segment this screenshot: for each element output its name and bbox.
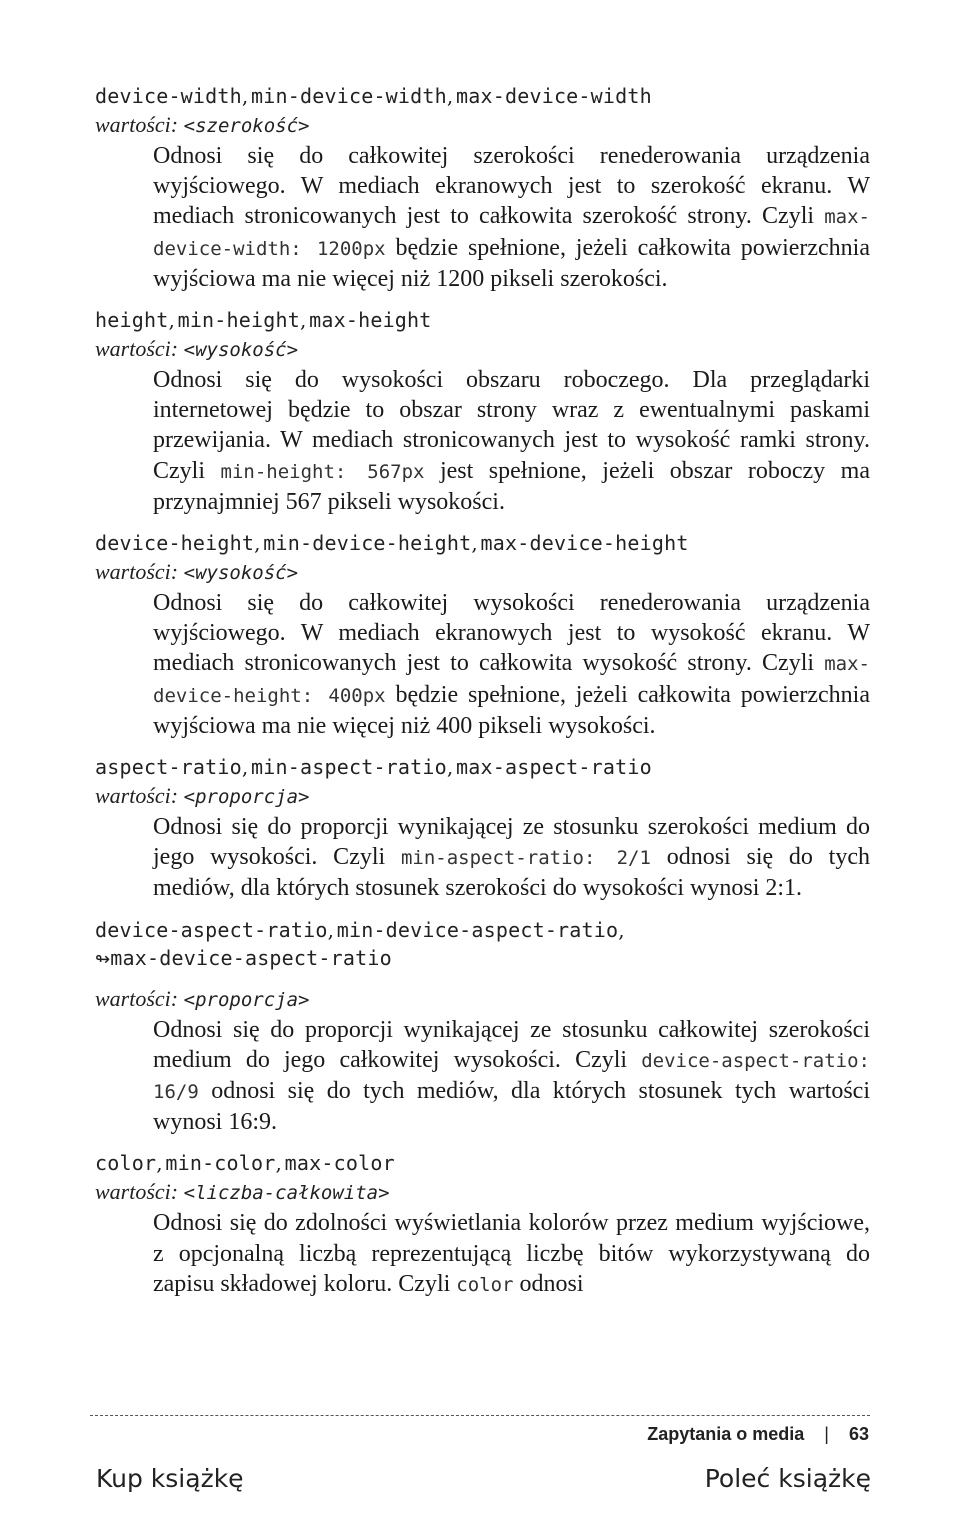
term: min-color — [165, 1151, 276, 1176]
description-text: Odnosi się do całkowitej wysokości renederowania urządzenia wyjściowego. W mediach ekranowych jest to wysokość ekranu. W mediach stronicowanych jest to całkowita wysokość strony. Czyli — [153, 590, 870, 677]
description — [153, 365, 870, 517]
term: max-color — [284, 1151, 395, 1176]
description — [153, 141, 870, 294]
term-line: color, min-color, max-color — [95, 1151, 395, 1176]
term: max-device-width — [456, 84, 652, 108]
term: device-aspect-ratio — [95, 917, 328, 942]
description-text: Odnosi się do proporcji wynikającej ze stosunku całkowitej szerokości medium do jego całkowitej wysokości. Czyli — [153, 1016, 870, 1073]
code-example: device-aspect-ratio: 16/9 — [153, 1049, 870, 1104]
values-type: <wysokość> — [183, 339, 299, 362]
section-title: Zapytania o media — [647, 1424, 805, 1444]
term-line: device-aspect-ratio, min-device-aspect-ratio, ↬max-device-aspect-ratio — [95, 916, 870, 974]
entry-aspect-ratio — [95, 753, 870, 904]
values-type: <wysokość> — [183, 562, 299, 585]
description — [153, 812, 870, 904]
continuation-arrow-icon: ↬ — [95, 948, 111, 970]
term-line: device-width, min-device-width, max-device-width — [95, 84, 652, 108]
description-text: jest spełnione, jeżeli obszar roboczy ma przynajmniej 567 pikseli wysokości. — [153, 457, 870, 515]
values-line — [95, 557, 870, 588]
entry-color — [95, 1149, 870, 1300]
term: min-device-width — [251, 84, 447, 108]
running-footer — [647, 1424, 869, 1445]
term: min-aspect-ratio — [251, 755, 447, 780]
description-text: Odnosi się do wysokości obszaru roboczego. Dla przeglądarki internetowej będzie to obszar strony wraz z ewentualnymi paskami przewijania. W mediach stronicowanych jest to wysokość ramki strony. Czyli — [153, 367, 870, 484]
entry-device-width — [95, 82, 870, 294]
term-line: aspect-ratio, min-aspect-ratio, max-aspect-ratio — [95, 755, 652, 780]
term: max-height — [309, 308, 432, 333]
recommend-book-link[interactable]: Poleć książkę — [704, 1464, 871, 1493]
code-example: color — [456, 1273, 514, 1296]
term: color — [95, 1151, 157, 1176]
term: max-aspect-ratio — [456, 755, 652, 780]
values-type: <proporcja> — [183, 988, 310, 1011]
values-line — [95, 110, 870, 141]
term-line: device-height, min-device-height, max-device-height — [95, 531, 689, 556]
values-type: <liczba-całkowita> — [183, 1182, 390, 1205]
description-text: odnosi się do tych mediów, dla których stosunek szerokości do wysokości wynosi 2:1. — [153, 844, 870, 902]
term: aspect-ratio — [95, 755, 242, 780]
term: min-height — [177, 308, 300, 333]
description-text: odnosi — [513, 1270, 584, 1297]
footer-divider — [90, 1415, 870, 1416]
description-text: będzie spełnione, jeżeli całkowita powierzchnia wyjściowa ma nie więcej niż 400 pikseli wysokości. — [153, 681, 871, 739]
values-label: wartości: — [95, 336, 179, 362]
entry-device-aspect-ratio — [95, 916, 870, 1138]
values-label: wartości: — [95, 1179, 179, 1205]
values-label: wartości: — [95, 985, 179, 1011]
values-line — [95, 334, 870, 365]
term: min-device-height — [263, 531, 472, 556]
values-label: wartości: — [95, 112, 179, 137]
description — [153, 1208, 870, 1300]
description-text: Odnosi się do całkowitej szerokości renederowania urządzenia wyjściowego. W mediach ekranowych jest to szerokość ekranu. W mediach stronicowanych jest to całkowita szerokość strony. Czyli — [153, 143, 870, 230]
entry-device-height — [95, 529, 870, 741]
description-text: będzie spełnione, jeżeli całkowita powierzchnia wyjściowa ma nie więcej niż 1200 pikseli szerokości. — [153, 234, 871, 292]
page-content — [95, 82, 870, 1312]
buy-book-link[interactable]: Kup książkę — [96, 1464, 244, 1493]
values-line — [95, 984, 870, 1015]
term-line: height, min-height, max-height — [95, 308, 432, 333]
page-number: 63 — [848, 1424, 869, 1444]
description-text: odnosi się do tych mediów, dla których stosunek tych wartości wynosi 16:9. — [153, 1078, 870, 1136]
description-text: Odnosi się do proporcji wynikającej ze stosunku szerokości medium do jego wysokości. Czyli — [153, 814, 870, 871]
values-line — [95, 781, 870, 812]
description — [153, 588, 870, 741]
term: max-device-aspect-ratio — [110, 945, 392, 970]
code-example: min-aspect-ratio: 2/1 — [400, 847, 651, 870]
values-type: <szerokość> — [183, 115, 310, 137]
term: min-device-aspect-ratio — [336, 917, 619, 942]
term: device-width — [95, 84, 242, 108]
term: height — [95, 308, 169, 333]
code-example: min-height: 567px — [220, 460, 425, 483]
description-text: Odnosi się do zdolności wyświetlania kolorów przez medium wyjściowe, z opcjonalną liczbą reprezentującą liczbę bitów wykorzystywaną do zapisu składowej koloru. Czyli — [153, 1210, 870, 1297]
values-label: wartości: — [95, 559, 179, 585]
entry-height — [95, 306, 870, 517]
footer-separator: | — [824, 1424, 829, 1444]
values-label: wartości: — [95, 783, 179, 809]
description — [153, 1015, 870, 1138]
term: max-device-height — [480, 531, 689, 556]
code-example: max-device-height: 400px — [153, 653, 870, 707]
values-type: <proporcja> — [183, 786, 310, 809]
code-example: max-device-width: 1200px — [153, 206, 870, 260]
term: device-height — [95, 531, 255, 556]
term-continuation — [95, 944, 870, 974]
values-line — [95, 1177, 870, 1208]
